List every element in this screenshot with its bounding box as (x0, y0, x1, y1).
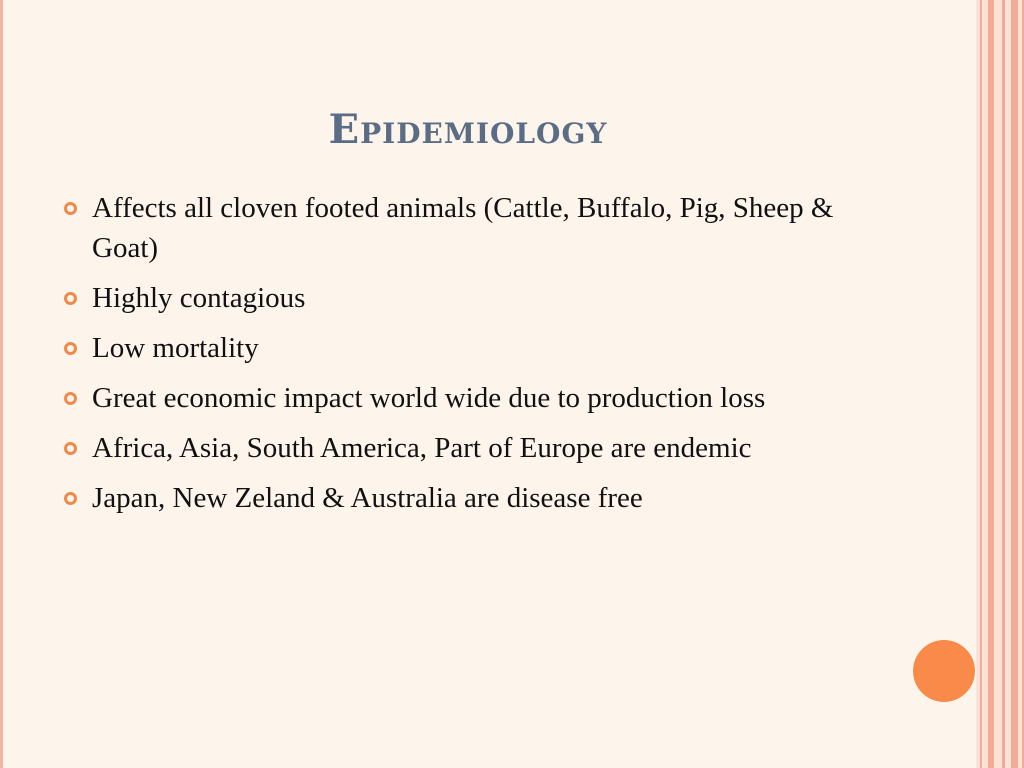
bullet-item (62, 328, 882, 368)
right-frame-stripe (988, 0, 994, 768)
bullet-text: Great economic impact world wide due to production loss (92, 382, 766, 414)
right-frame-stripe (980, 0, 982, 768)
bullet-item (62, 478, 882, 518)
bullet-text: Japan, New Zeland & Australia are disease free (92, 482, 643, 514)
ring-bullet-icon (64, 292, 77, 305)
bullet-text: Low mortality (92, 332, 259, 364)
bullet-item (62, 188, 882, 268)
bullet-text: Highly contagious (92, 282, 306, 314)
right-frame-stripe (1011, 0, 1018, 768)
ring-bullet-icon (64, 442, 77, 455)
bullet-item (62, 278, 882, 318)
slide-title: Epidemiology (328, 106, 608, 153)
bullet-item (62, 428, 882, 468)
orange-circle-icon (913, 640, 975, 702)
bullet-item (62, 378, 882, 418)
bullet-text: Africa, Asia, South America, Part of Europe are endemic (92, 432, 752, 464)
ring-bullet-icon (64, 202, 77, 215)
ring-bullet-icon (64, 392, 77, 405)
bullet-list (62, 188, 882, 528)
bullet-text: Affects all cloven footed animals (Cattle, Buffalo, Pig, Sheep & Goat) (92, 192, 834, 264)
ring-bullet-icon (64, 342, 77, 355)
ring-bullet-icon (64, 492, 77, 505)
right-frame-stripe (1002, 0, 1005, 768)
